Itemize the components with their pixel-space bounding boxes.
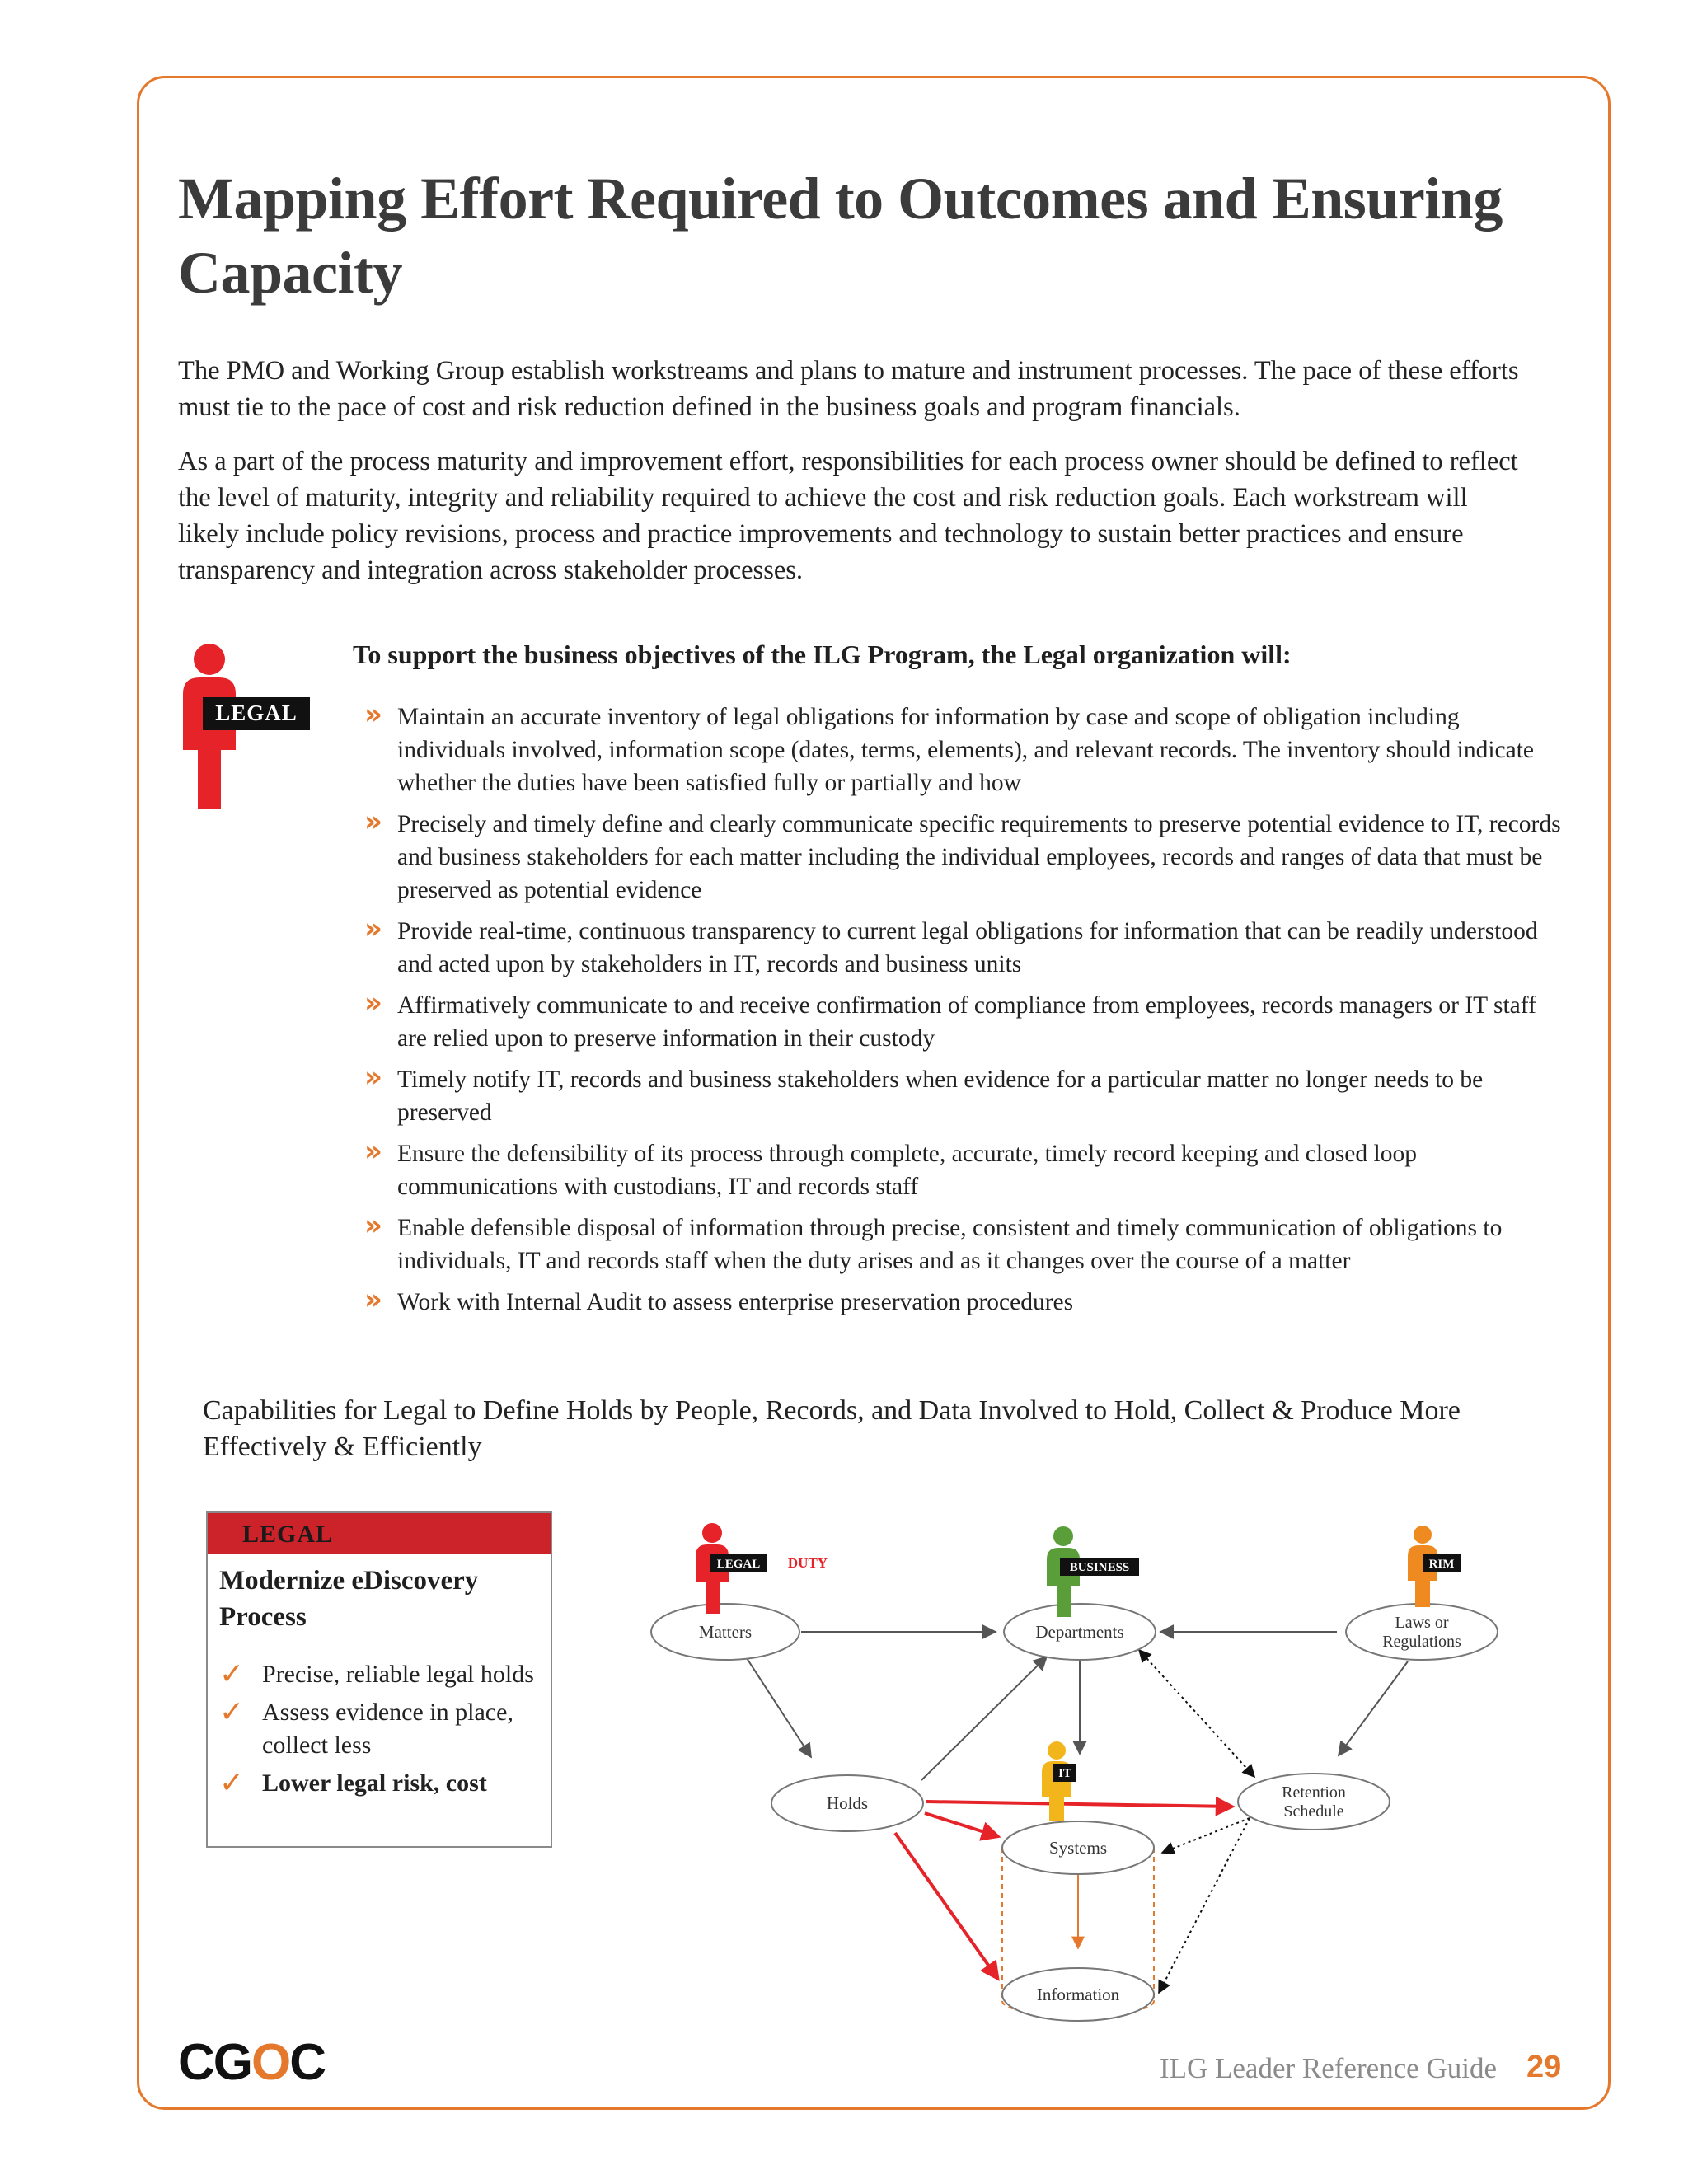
node-laws-regulations <box>1346 1604 1498 1660</box>
list-item: » Maintain an accurate inventory of legal obligations for information by case and scope of obligation including individuals involved, information scope (dates, terms, elements), and relevant records. The inventory should indicate whether the duties have been satisfied fully or partially and how <box>364 698 1535 796</box>
svg-text:Laws or: Laws or <box>1395 1614 1449 1632</box>
list-item: » Timely notify IT, records and business stakeholders when evidence for a particular matter no longer needs to be preserved <box>364 1061 1484 1126</box>
chevron-right-icon: » <box>364 912 382 945</box>
svg-text:Retention: Retention <box>1282 1783 1346 1802</box>
intro-paragraph-2: As a part of the process maturity and improvement effort, responsibilities for each process owner should be defined to reflect the level of maturity, integrity and reliability required to achieve the cost and risk reduction goals. Each workstream will likely include policy revisions, process and practice improvements and technology to sustain better practices and ensure transparency and integration across stakeholder processes. <box>178 447 1518 585</box>
legal-capability-card <box>206 1511 552 1848</box>
list-item: » Enable defensible disposal of information through precise, consistent and timely communication of obligations to individuals, IT and records staff when the duty arises and as it changes over the course of a matter <box>364 1209 1503 1274</box>
dotted-arrow-retention-information <box>1159 1818 1250 1993</box>
node-retention-schedule <box>1238 1774 1390 1830</box>
page-title: Mapping Effort Required to Outcomes and Ensuring Capacity <box>178 166 1503 306</box>
svg-text:Systems: Systems <box>1048 1838 1108 1858</box>
node-information <box>1002 1968 1154 2021</box>
list-item: » Ensure the defensibility of its process through complete, accurate, timely record keeping and closed loop communications with custodians, IT and records staff <box>364 1135 1417 1200</box>
legal-person-icon <box>178 643 318 816</box>
list-item: » Precisely and timely define and clearly communicate specific requirements to preserve potential evidence to IT, records and business stakeholders for each matter including the individual employees, records and ranges of data that must be preserved as potential evidence <box>364 805 1561 903</box>
legal-bullet-list <box>364 698 1568 1327</box>
card-check-list <box>208 1658 551 1800</box>
list-item: ✓ Assess evidence in place, collect less <box>219 1695 513 1759</box>
it-role-label: IT <box>1058 1767 1071 1780</box>
dotted-arrow-retention-systems <box>1162 1818 1250 1853</box>
list-item: ✓ Precise, reliable legal holds <box>219 1657 534 1691</box>
arrow-matters-holds <box>747 1658 811 1757</box>
capabilities-heading: Capabilities for Legal to Define Holds by People, Records, and Data Involved to Hold, Collect & Produce More Effectively & Efficiently <box>203 1395 1461 1462</box>
arrow-laws-retention <box>1339 1661 1408 1755</box>
checkmark-icon: ✓ <box>219 1695 245 1729</box>
page-number: 29 <box>1526 2050 1562 2084</box>
svg-text:Matters: Matters <box>698 1622 753 1642</box>
list-item: » Affirmatively communicate to and receive confirmation of compliance from employees, records managers or IT staff are relied upon to preserve information in their custody <box>364 987 1536 1052</box>
svg-text:Schedule: Schedule <box>1283 1802 1344 1821</box>
chevron-right-icon: » <box>364 1135 382 1168</box>
node-matters <box>651 1604 799 1660</box>
rim-role-person-icon <box>1408 1526 1461 1607</box>
rim-role-label: RIM <box>1428 1558 1455 1571</box>
chevron-right-icon: » <box>364 1209 382 1242</box>
card-title: Modernize eDiscovery Process <box>219 1566 479 1632</box>
svg-text:Departments: Departments <box>1035 1622 1124 1642</box>
node-departments <box>1004 1604 1156 1660</box>
legal-figure-label: LEGAL <box>215 701 298 725</box>
footer-guide-title: ILG Leader Reference Guide <box>1159 2052 1497 2084</box>
red-arrow-holds-information <box>895 1833 997 1978</box>
chevron-right-icon: » <box>364 805 382 838</box>
intro-paragraph-1: The PMO and Working Group establish workstreams and plans to mature and instrument processes. The pace of these efforts must tie to the pace of cost and risk reduction defined in the business goals and program financials. <box>178 356 1519 422</box>
duty-label: DUTY <box>787 1555 828 1571</box>
chevron-right-icon: » <box>364 1283 382 1316</box>
red-arrow-holds-systems <box>925 1813 997 1836</box>
list-item: » Work with Internal Audit to assess enterprise preservation procedures <box>364 1283 1074 1316</box>
cgoc-logo: CGOC <box>178 2034 326 2091</box>
ediscovery-flow-diagram <box>635 1508 1533 2036</box>
svg-text:Regulations: Regulations <box>1382 1633 1461 1651</box>
legal-intro: To support the business objectives of the ILG Program, the Legal organization will: <box>353 640 1292 669</box>
legal-role-person-icon <box>696 1523 828 1614</box>
dotted-arrow-departments-retention <box>1139 1650 1254 1777</box>
chevron-right-icon: » <box>364 987 382 1019</box>
arrow-holds-departments <box>921 1657 1047 1780</box>
chevron-right-icon: » <box>364 698 382 731</box>
red-arrow-holds-retention <box>926 1802 1231 1807</box>
list-item: » Provide real-time, continuous transparency to current legal obligations for information that can be readily understood and acted upon by stakeholders in IT, records and business units <box>364 912 1538 977</box>
chevron-right-icon: » <box>364 1061 382 1094</box>
it-role-person-icon <box>1042 1741 1076 1821</box>
node-holds <box>771 1775 923 1831</box>
list-item: ✓ Lower legal risk, cost <box>219 1766 487 1800</box>
node-systems <box>1002 1821 1154 1874</box>
business-role-label: BUSINESS <box>1069 1561 1130 1574</box>
svg-text:Information: Information <box>1036 1985 1120 2004</box>
card-band-label: LEGAL <box>208 1513 551 1554</box>
legal-role-label: LEGAL <box>716 1558 761 1571</box>
checkmark-icon: ✓ <box>219 1657 245 1691</box>
checkmark-icon: ✓ <box>219 1766 245 1800</box>
svg-text:Holds: Holds <box>826 1793 869 1813</box>
